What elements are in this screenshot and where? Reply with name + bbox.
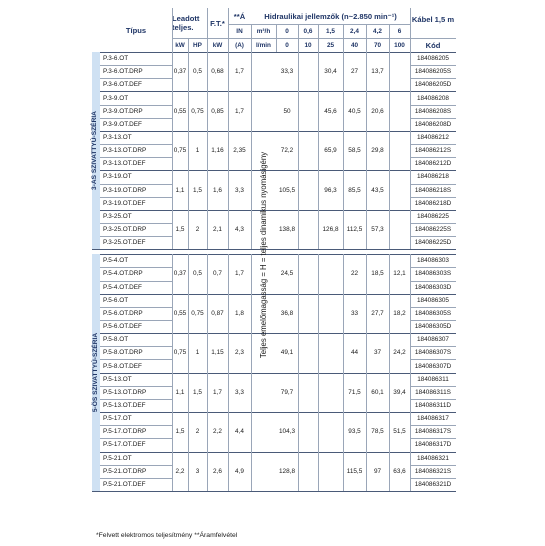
head-value: 104,3 <box>279 428 295 436</box>
row-divider <box>410 236 456 237</box>
row-divider <box>410 359 456 360</box>
row-divider <box>410 223 456 224</box>
row-divider <box>410 478 456 479</box>
product-code: 184086208 <box>417 94 449 102</box>
row-divider <box>410 425 456 426</box>
row-divider <box>410 399 456 400</box>
head-value: 33,3 <box>280 68 294 76</box>
flow-lmin-1: 10 <box>304 41 312 49</box>
row-divider <box>410 184 456 185</box>
header-tipus: Típus <box>125 25 147 35</box>
row-divider <box>100 281 172 282</box>
head-value: 18,2 <box>393 309 406 317</box>
flow-m3h-1: 0,6 <box>303 27 313 35</box>
pump-type: P.3-13.OT <box>103 133 132 141</box>
power-hp: 0,5 <box>193 270 202 278</box>
product-code: 184086212 <box>417 133 449 141</box>
product-code: 184086205D <box>414 81 452 89</box>
row-divider <box>410 267 456 268</box>
column-divider <box>251 38 252 249</box>
flow-m3h-0: 0 <box>285 27 289 35</box>
row-divider <box>410 78 456 79</box>
row-divider <box>100 197 172 198</box>
footnote: *Felvett elektromos teljesítmény **Áramfelvétel <box>96 532 238 539</box>
row-divider <box>228 24 410 25</box>
row-divider <box>251 38 456 39</box>
head-value: 72,2 <box>280 147 294 155</box>
head-value: 93,5 <box>348 428 361 436</box>
head-value: 33 <box>350 309 359 317</box>
pump-type: P.5-13.OT <box>103 375 132 383</box>
column-divider <box>410 254 411 491</box>
header-amp: **Á <box>233 11 246 21</box>
head-value: 36,8 <box>280 309 294 317</box>
head-value <box>389 52 410 91</box>
power-kw: 2,2 <box>175 467 185 475</box>
product-code: 184086305 <box>417 296 449 304</box>
column-divider <box>228 8 229 38</box>
power-ft: 1,6 <box>213 186 222 194</box>
pump-type: P.5-17.OT.DEF <box>103 441 146 449</box>
pump-type: P.3-19.OT <box>103 173 132 181</box>
flow-lmin-4: 70 <box>373 41 382 49</box>
head-value: 57,3 <box>371 226 384 234</box>
head-value: 65,9 <box>324 147 337 155</box>
power-hp: 0,75 <box>191 309 204 317</box>
row-divider <box>100 118 172 119</box>
flow-m3h-5: 6 <box>397 27 402 35</box>
product-code: 184086205 <box>417 55 449 63</box>
head-value: 49,1 <box>280 349 294 357</box>
product-code: 184086225 <box>417 212 449 220</box>
column-divider <box>366 254 367 491</box>
unit-hp: HP <box>193 41 202 49</box>
current-a: 3,3 <box>235 186 244 194</box>
head-value: 39,4 <box>393 388 406 396</box>
current-a: 2,3 <box>235 349 244 357</box>
current-a: 1,7 <box>235 270 244 278</box>
head-value: 27,7 <box>371 309 384 317</box>
power-hp: 1 <box>195 349 200 357</box>
power-ft: 2,6 <box>213 467 222 475</box>
flow-lmin-0: 0 <box>285 41 289 49</box>
product-code: 184086307D <box>414 362 452 370</box>
head-value: 43,5 <box>371 186 384 194</box>
column-divider <box>172 8 173 38</box>
column-divider <box>318 38 319 249</box>
column-divider <box>207 38 208 249</box>
row-divider <box>100 478 172 479</box>
head-value: 71,5 <box>348 388 361 396</box>
head-value: 79,7 <box>280 388 294 396</box>
head-value: 12,1 <box>393 270 406 278</box>
column-divider <box>228 254 229 491</box>
power-kw: 0,37 <box>173 270 187 278</box>
product-code: 184086317D <box>414 441 452 449</box>
row-divider <box>410 346 456 347</box>
pump-type: P.3-25.OT <box>103 212 132 220</box>
product-code: 184086321 <box>417 454 449 462</box>
head-value: 105,5 <box>279 186 295 194</box>
head-value <box>389 170 410 209</box>
pump-type: P.5-17.OT <box>103 415 132 423</box>
power-ft: 0,68 <box>211 68 224 76</box>
row-divider <box>100 157 172 158</box>
column-divider <box>188 38 189 249</box>
power-kw: 1,1 <box>175 186 185 194</box>
head-value: 85,5 <box>348 186 361 194</box>
pump-type: P.3-6.OT.DRP <box>103 68 143 76</box>
pump-type: P.5-8.OT <box>103 336 129 344</box>
pump-type: P.5-21.OT.DRP <box>103 467 147 475</box>
unit-a: (A) <box>235 41 244 49</box>
power-kw: 1,5 <box>175 428 185 436</box>
row-divider <box>100 236 172 237</box>
header-leadott: Leadott teljes. <box>172 14 200 32</box>
unit-lmin: l/min <box>256 41 271 49</box>
power-hp: 0,5 <box>193 68 202 76</box>
unit-in: IN <box>236 27 243 35</box>
flow-lmin-5: 100 <box>394 41 405 49</box>
product-code: 184086311S <box>415 388 451 396</box>
head-value <box>318 254 343 293</box>
head-value: 13,7 <box>371 68 384 76</box>
row-divider <box>100 78 172 79</box>
unit-ft-kw: kW <box>212 41 223 49</box>
pump-type: P.3-9.OT.DRP <box>103 107 143 115</box>
series-label: 5-ÖS SZIVATTYÚ-SZÉRIA <box>91 332 99 413</box>
row-divider <box>410 118 456 119</box>
power-hp: 2 <box>195 226 200 234</box>
column-divider <box>172 38 173 249</box>
row-divider <box>410 65 456 66</box>
unit-kw: kW <box>175 41 185 49</box>
current-a: 2,35 <box>233 147 246 155</box>
row-divider <box>410 307 456 308</box>
power-ft: 2,1 <box>213 226 222 234</box>
row-divider <box>410 281 456 282</box>
power-ft: 2,2 <box>213 428 222 436</box>
row-divider <box>410 157 456 158</box>
row-divider <box>100 144 172 145</box>
power-kw: 0,37 <box>173 68 187 76</box>
row-divider <box>172 38 251 39</box>
row-divider <box>100 267 172 268</box>
head-value <box>298 210 318 249</box>
pump-type: P.5-8.OT.DEF <box>103 362 142 370</box>
head-value <box>298 373 318 412</box>
power-hp: 1,5 <box>193 388 202 396</box>
product-code: 184086305S <box>414 309 452 317</box>
head-value: 58,5 <box>348 147 361 155</box>
head-value: 60,1 <box>371 388 384 396</box>
power-kw: 0,75 <box>173 349 187 357</box>
column-divider <box>298 254 299 491</box>
column-divider <box>389 254 390 491</box>
product-code: 184086212D <box>414 160 452 168</box>
flow-m3h-2: 1,5 <box>326 27 335 35</box>
power-kw: 0,75 <box>173 147 187 155</box>
flow-lmin-3: 40 <box>350 41 359 49</box>
head-value: 40,5 <box>348 107 361 115</box>
header-kabel: Kábel 1,5 m <box>411 14 455 24</box>
column-divider <box>318 254 319 491</box>
head-value <box>318 294 343 333</box>
column-divider <box>343 38 344 249</box>
pump-type: P.5-13.OT.DRP <box>103 388 147 396</box>
row-divider <box>100 425 172 426</box>
head-value: 50 <box>283 107 291 115</box>
current-a: 1,7 <box>235 68 244 76</box>
row-divider <box>100 65 172 66</box>
product-code: 184086311D <box>414 401 452 409</box>
product-code: 184086317 <box>417 415 449 423</box>
column-divider <box>410 38 411 249</box>
power-ft: 1,15 <box>211 349 224 357</box>
current-a: 3,3 <box>235 388 244 396</box>
head-value: 112,5 <box>346 226 363 234</box>
power-hp: 1 <box>195 147 200 155</box>
pump-type: P.3-19.OT.DRP <box>103 186 147 194</box>
pump-type: P.5-6.OT <box>103 296 129 304</box>
product-code: 184086311 <box>417 375 449 383</box>
head-value: 63,6 <box>393 467 406 475</box>
product-code: 184086303D <box>414 283 452 291</box>
head-value <box>298 170 318 209</box>
head-value: 22 <box>350 270 359 278</box>
current-a: 4,9 <box>235 467 244 475</box>
power-hp: 2 <box>195 428 200 436</box>
head-value: 29,8 <box>371 147 384 155</box>
power-kw: 0,55 <box>173 309 187 317</box>
product-code: 184086321D <box>414 480 452 488</box>
pump-type: P.5-4.OT.DRP <box>103 270 143 278</box>
column-divider <box>366 24 367 38</box>
unit-m3h: m³/h <box>256 27 271 35</box>
column-divider <box>318 24 319 38</box>
product-code: 184086307 <box>417 336 449 344</box>
header-kod: Kód <box>425 40 441 50</box>
head-value: 18,5 <box>371 270 384 278</box>
row-divider <box>100 223 172 224</box>
flow-lmin-2: 25 <box>326 41 335 49</box>
row-divider <box>410 386 456 387</box>
head-value <box>298 333 318 372</box>
row-divider <box>410 465 456 466</box>
pump-type: P.3-13.OT.DRP <box>103 147 147 155</box>
current-a: 1,8 <box>235 309 244 317</box>
head-value: 128,8 <box>279 467 295 475</box>
product-code: 184086208D <box>414 120 452 128</box>
head-value <box>298 52 318 91</box>
pump-type: P.5-4.OT.DEF <box>103 283 142 291</box>
row-divider <box>100 399 172 400</box>
power-ft: 0,87 <box>211 309 224 317</box>
power-kw: 1,1 <box>175 388 185 396</box>
product-code: 184086212S <box>414 147 452 155</box>
row-divider <box>100 105 172 106</box>
column-divider <box>207 8 208 38</box>
power-kw: 1,5 <box>175 226 185 234</box>
head-value: 51,5 <box>393 428 406 436</box>
pump-type: P.3-6.OT <box>103 55 129 63</box>
head-value: 30,4 <box>324 68 337 76</box>
power-ft: 1,7 <box>213 388 222 396</box>
power-ft: 0,7 <box>213 270 222 278</box>
row-divider <box>92 491 456 492</box>
column-divider <box>207 254 208 491</box>
pump-type: P.3-6.OT.DEF <box>103 81 142 89</box>
flow-m3h-3: 2,4 <box>350 27 359 35</box>
pump-type: P.3-25.OT.DEF <box>103 239 146 247</box>
row-divider <box>410 320 456 321</box>
current-a: 1,7 <box>235 107 244 115</box>
column-divider <box>298 24 299 38</box>
head-value: 44 <box>350 349 359 357</box>
head-value <box>389 131 410 170</box>
row-divider <box>410 438 456 439</box>
head-value: 20,6 <box>371 107 384 115</box>
header-hidraulikai: Hidraulikai jellemzők (n~2.850 min⁻¹) <box>264 11 397 21</box>
head-value <box>318 373 343 412</box>
power-ft: 0,85 <box>211 107 224 115</box>
pump-type: P.3-25.OT.DRP <box>103 226 147 233</box>
row-divider <box>100 465 172 466</box>
column-divider <box>366 38 367 249</box>
product-code: 184086208S <box>414 107 452 115</box>
row-divider <box>100 184 172 185</box>
row-divider <box>410 197 456 198</box>
head-value: 45,6 <box>324 107 337 115</box>
head-value: 97 <box>373 467 382 475</box>
product-code: 184086303S <box>414 270 452 278</box>
head-value <box>318 452 343 491</box>
pump-type: P.5-8.OT.DRP <box>103 349 143 357</box>
column-divider <box>251 24 252 38</box>
pump-type: P.3-19.OT.DEF <box>103 199 146 207</box>
product-code: 184086218S <box>414 186 452 194</box>
row-divider <box>410 105 456 106</box>
column-divider <box>343 24 344 38</box>
pump-type: P.5-17.OT.DRP <box>103 428 147 436</box>
series-label: 3-AS SZIVATTYÚ-SZÉRIA <box>91 111 99 191</box>
column-divider <box>172 254 173 491</box>
head-value <box>298 452 318 491</box>
pump-type: P.5-21.OT <box>103 454 132 462</box>
head-value: 27 <box>350 68 359 76</box>
column-divider <box>276 24 277 52</box>
head-value <box>318 333 343 372</box>
head-value <box>389 210 410 249</box>
head-value <box>298 254 318 293</box>
column-divider <box>389 38 390 249</box>
row-divider <box>100 438 172 439</box>
pump-type: P.5-6.OT.DRP <box>103 309 143 317</box>
row-divider <box>410 144 456 145</box>
current-a: 4,4 <box>235 428 244 436</box>
product-code: 184086317S <box>414 428 452 436</box>
product-code: 184086218D <box>414 199 452 207</box>
product-code: 184086305D <box>414 323 452 331</box>
row-divider <box>100 359 172 360</box>
product-code: 184086321S <box>414 467 452 475</box>
column-divider <box>389 24 390 38</box>
row-divider <box>100 386 172 387</box>
column-divider <box>298 38 299 249</box>
pump-type: P.3-13.OT.DEF <box>103 160 146 168</box>
column-divider <box>410 8 411 38</box>
row-divider <box>100 320 172 321</box>
head-value: 126,8 <box>322 226 339 234</box>
pump-type: P.5-21.OT.DEF <box>103 480 146 488</box>
head-value: 24,5 <box>280 270 294 278</box>
head-value <box>298 131 318 170</box>
row-divider <box>100 307 172 308</box>
product-code: 184086225D <box>414 239 452 247</box>
current-a: 4,3 <box>235 226 244 234</box>
product-code: 184086205S <box>414 68 452 76</box>
head-value: 115,5 <box>346 467 363 475</box>
power-kw: 0,55 <box>173 107 187 115</box>
head-value: 78,5 <box>371 428 384 436</box>
column-divider <box>251 254 252 491</box>
power-hp: 1,5 <box>193 186 202 194</box>
power-hp: 3 <box>195 467 200 475</box>
pump-type: P.5-13.OT.DEF <box>103 401 146 409</box>
product-code: 184086303 <box>417 257 449 265</box>
head-value: 96,3 <box>324 186 337 194</box>
product-code: 184086225S <box>414 226 452 233</box>
pump-type: P.3-9.OT.DEF <box>103 120 142 128</box>
row-divider <box>100 346 172 347</box>
pump-type: P.5-6.OT.DEF <box>103 323 142 331</box>
head-value <box>318 412 343 451</box>
head-value <box>298 412 318 451</box>
product-code: 184086307S <box>414 349 452 357</box>
row-divider <box>92 249 456 250</box>
header-ft: F.T.* <box>210 18 225 28</box>
power-hp: 0,75 <box>191 107 204 115</box>
power-ft: 1,16 <box>211 147 224 155</box>
pump-type: P.3-9.OT <box>103 94 129 102</box>
flow-m3h-4: 4,2 <box>373 27 382 35</box>
head-value: 24,2 <box>393 349 406 357</box>
column-divider <box>343 254 344 491</box>
head-axis-label: Teljes emelőmagasság = H = teljes dinamikus nyomásigény <box>258 151 268 359</box>
head-value: 138,8 <box>279 226 295 234</box>
column-divider <box>228 38 229 249</box>
head-value <box>389 91 410 130</box>
column-divider <box>188 254 189 491</box>
head-value <box>298 91 318 130</box>
head-value: 37 <box>373 349 382 357</box>
pump-type: P.5-4.OT <box>103 257 129 265</box>
head-value <box>298 294 318 333</box>
product-code: 184086218 <box>417 173 449 181</box>
